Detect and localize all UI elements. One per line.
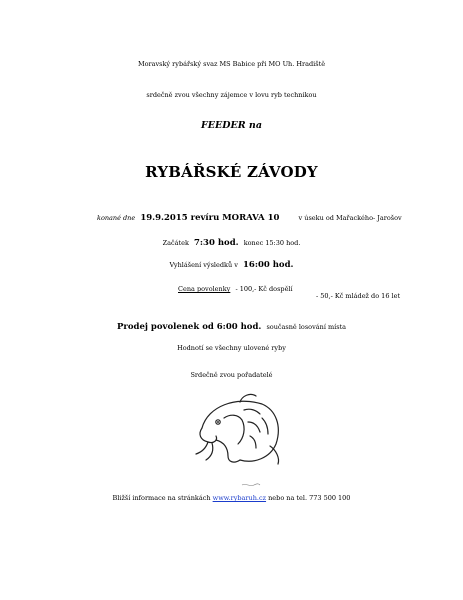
held-prefix: konané dne (97, 214, 136, 222)
event-date-line (97, 205, 402, 224)
date-place: 19.9.2015 revíru MORAVA 10 (140, 213, 280, 223)
price-label: Cena povolenky (178, 285, 231, 293)
footer-phone: nebo na tel. 773 500 100 (268, 494, 351, 502)
results-label: Vyhlášení výsledků v (169, 261, 238, 269)
event-title: RYBÁŘSKÉ ZÁVODY (145, 163, 318, 181)
start-label: Začátek (162, 239, 189, 247)
technique-heading: FEEDER na (201, 120, 262, 131)
permit-note: současně losování místa (266, 323, 347, 331)
invitation-line: srdečně zvou všechny zájemce v lovu ryb technikou (146, 91, 317, 99)
scoring-note: Hodnotí se všechny ulovené ryby (177, 344, 286, 352)
start-line (0, 230, 463, 249)
carp-fish-icon (184, 388, 284, 468)
price-youth: - 50,- Kč mládež do 16 let (316, 292, 401, 300)
website-link[interactable]: www.rybaruh.cz (212, 494, 267, 502)
section-text: v úseku od Mařackého- Jarošov (298, 214, 402, 222)
greeting-note: Srdečně zvou pořadatelé (190, 371, 273, 379)
price-line (178, 276, 293, 295)
end-text: konec 15:30 hod. (243, 239, 301, 247)
results-time: 16:00 hod. (242, 260, 294, 270)
start-time: 7:30 hod. (194, 238, 239, 248)
results-line (0, 252, 463, 271)
permit-line (0, 314, 463, 333)
footer-info: Bližší informace na stránkách (112, 494, 211, 502)
permit-sale: Prodej povolenek od 6:00 hod. (116, 322, 262, 332)
footer-line (0, 494, 463, 502)
artist-signature (241, 472, 261, 476)
organizer-line: Moravský rybářský svaz MS Babice při MO Uh. Hradiště (137, 60, 326, 68)
price-adult: - 100,- Kč dospělí (235, 285, 293, 293)
